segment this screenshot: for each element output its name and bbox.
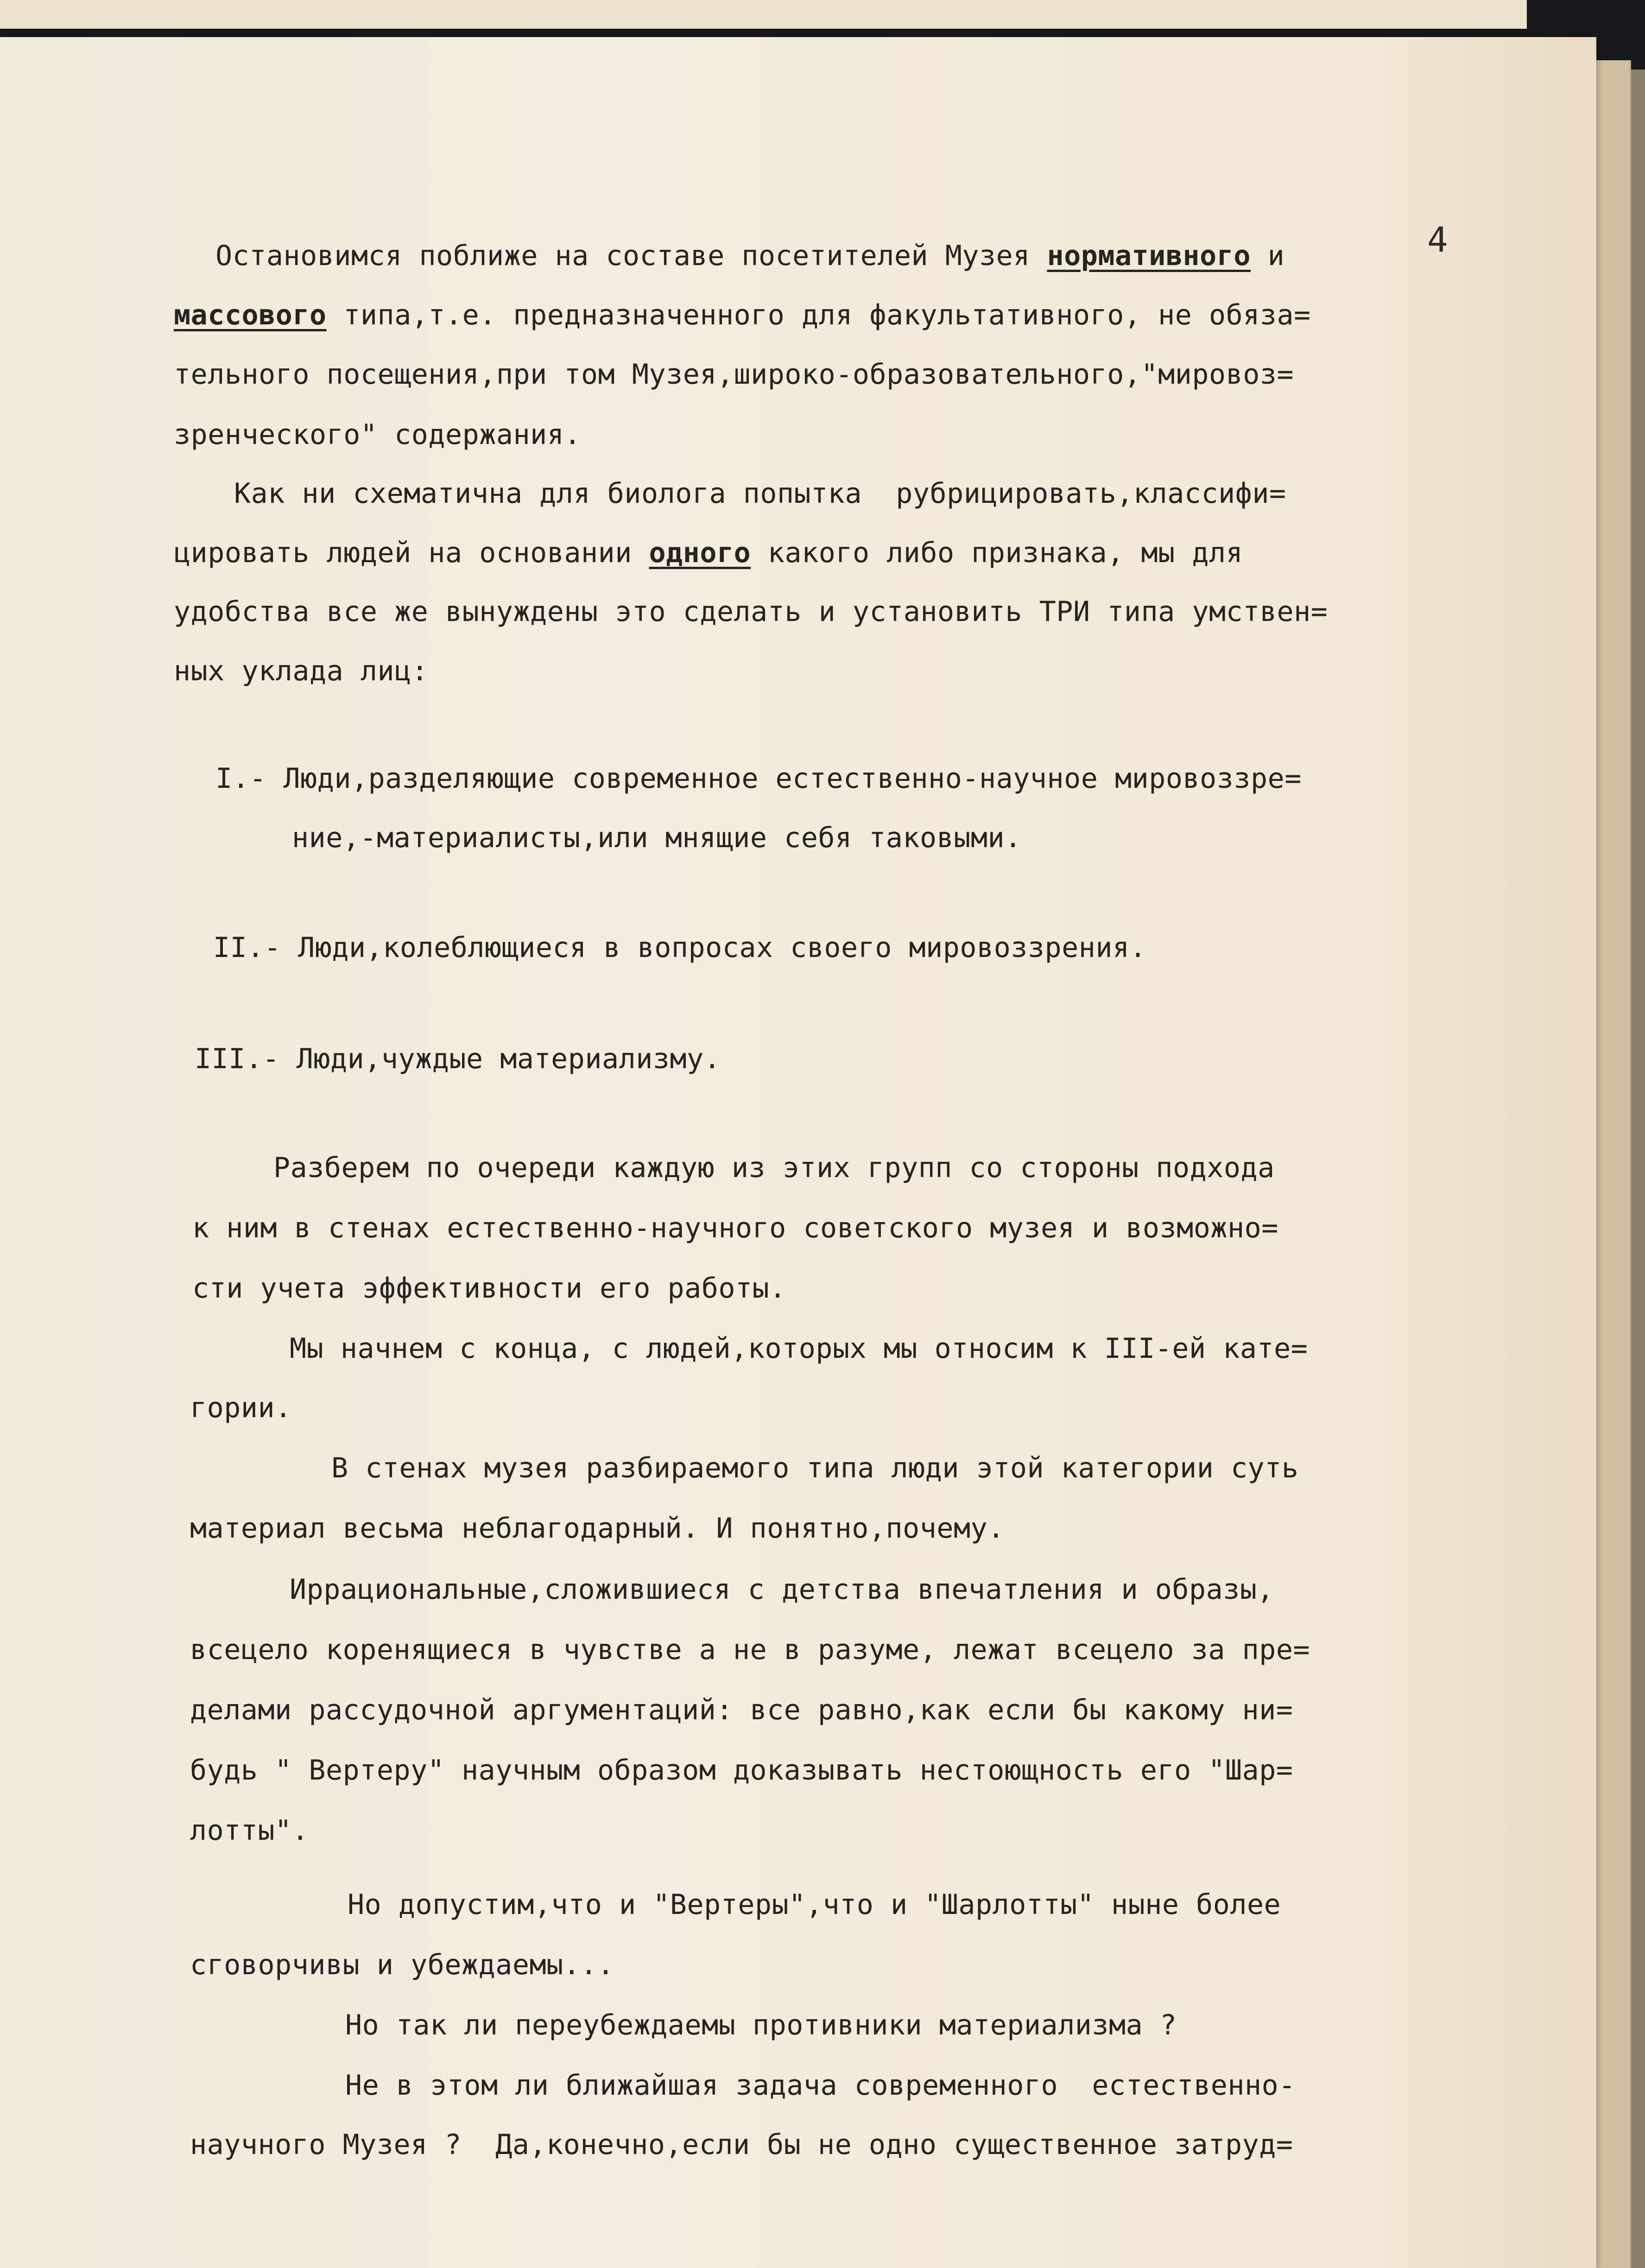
- text-line: [331, 1450, 1299, 1487]
- line-text: удобства все же вынуждены это сделать и установить ТРИ типа умствен=: [174, 596, 1328, 628]
- typewritten-page: [0, 37, 1596, 2268]
- line-text: сговорчивы и убеждаемы...: [190, 1949, 614, 1981]
- line-text: В стенах музея разбираемого типа люди этой категории суть: [331, 1452, 1299, 1484]
- text-line: [348, 1886, 1281, 1923]
- line-text: научного Музея ? Да,конечно,если бы не одно существенное затруд=: [190, 2129, 1293, 2161]
- line-text: цировать людей на основании: [174, 537, 649, 569]
- text-line: [345, 2067, 1296, 2104]
- text-line: [190, 2126, 1293, 2163]
- line-text: Остановимся поближе на составе посетителей Музея: [215, 240, 1047, 272]
- line-text-tail: какого либо признака, мы для: [751, 537, 1243, 569]
- line-text-tail: типа,т.е. предназначенного для факультативного, не обяза=: [326, 299, 1311, 331]
- line-text: Но так ли переубеждаемы противники материализма ?: [345, 2009, 1177, 2041]
- text-line: [192, 1210, 1278, 1247]
- text-line: [190, 1389, 292, 1426]
- line-text-tail: и: [1251, 240, 1285, 272]
- list-item: [213, 929, 1146, 966]
- text-line: [190, 1510, 1005, 1547]
- line-text: сти учета эффективности его работы.: [192, 1272, 786, 1305]
- underlined-word: нормативного: [1047, 240, 1251, 272]
- text-line: [273, 1149, 1275, 1186]
- text-line: [290, 1571, 1274, 1608]
- text-line: [174, 534, 1243, 571]
- line-text: Но допустим,что и "Вертеры",что и "Шарлотты" ныне более: [348, 1888, 1281, 1921]
- text-line: [192, 1270, 786, 1307]
- line-text: Мы начнем с конца, с людей,которых мы относим к III-ей кате=: [290, 1332, 1308, 1365]
- text-line: [174, 297, 1311, 334]
- line-text: Не в этом ли ближайшая задача современного естественно-: [345, 2069, 1296, 2102]
- text-line: [174, 593, 1328, 630]
- line-text: к ним в стенах естественно-научного советского музея и возможно=: [192, 1212, 1278, 1244]
- line-text: делами рассудочной аргументаций: все равно,как если бы какому ни=: [190, 1694, 1293, 1726]
- page-number: 4: [1427, 220, 1448, 260]
- text-line: [215, 237, 1284, 274]
- list-item-continuation: [292, 819, 1022, 856]
- line-text: ние,-материалисты,или мнящие себя таковыми.: [292, 822, 1022, 854]
- list-item: [195, 1040, 721, 1077]
- text-line: [174, 653, 428, 690]
- line-text: гории.: [190, 1392, 292, 1424]
- line-text: Как ни схематична для биолога попытка рубрицировать,классифи=: [234, 477, 1286, 510]
- line-text: ных уклада лиц:: [174, 655, 429, 687]
- line-text: всецело коренящиеся в чувстве а не в разуме, лежат всецело за пре=: [190, 1634, 1310, 1666]
- underlined-word: одного: [649, 537, 751, 569]
- page-edge-top: [0, 0, 1527, 29]
- text-line: [190, 1631, 1310, 1668]
- line-text: I.- Люди,разделяющие современное естественно-научное мировоззре=: [215, 762, 1302, 795]
- line-text: тельного посещения,при том Музея,широко-образовательного,"мировоз=: [174, 358, 1294, 391]
- text-line: [234, 475, 1286, 512]
- list-item: [215, 760, 1302, 797]
- line-text: Разберем по очереди каждую из этих групп со стороны подхода: [273, 1152, 1275, 1184]
- line-text: III.- Люди,чуждые материализму.: [195, 1043, 721, 1075]
- text-line: [345, 2007, 1177, 2044]
- line-text: Иррациональные,сложившиеся с детства впечатления и образы,: [290, 1573, 1274, 1606]
- line-text: зренческого" содержания.: [174, 418, 581, 451]
- line-text: материал весьма неблагодарный. И понятно,почему.: [190, 1512, 1005, 1545]
- text-line: [190, 1691, 1293, 1729]
- line-text: II.- Люди,колеблющиеся в вопросах своего мировоззрения.: [213, 931, 1147, 964]
- text-line: [190, 1752, 1293, 1789]
- text-line: [174, 416, 581, 453]
- underlined-word: массового: [174, 299, 327, 331]
- text-line: [190, 1812, 309, 1849]
- text-line: [190, 1946, 614, 1983]
- line-text: будь " Вертеру" научным образом доказывать нестоющность его "Шар=: [190, 1754, 1293, 1787]
- line-text: лотты".: [190, 1814, 309, 1847]
- text-line: [174, 356, 1294, 393]
- text-line: [290, 1330, 1308, 1367]
